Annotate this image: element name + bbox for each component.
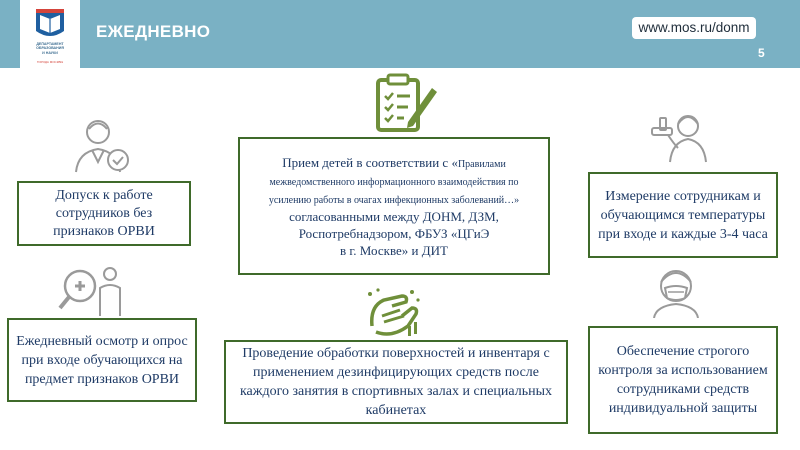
box-employee-admission-text: Допуск к работе сотрудников без признаков ОРВИ bbox=[53, 187, 155, 239]
box-disinfection bbox=[224, 340, 568, 424]
center-text-part4: в г. Москве» и ДИТ bbox=[340, 242, 448, 258]
box-disinfection-text: Проведение обработки поверхностей и инвентаря с применением дезинфицирующих средств после каждого занятия в спортивных залах и специальных кабинетах bbox=[239, 346, 553, 418]
mask-person-icon bbox=[648, 262, 704, 318]
url-link[interactable]: www.mos.ru/donm bbox=[632, 17, 756, 39]
box-temperature-text: Измерение сотрудникам и обучающимся температуры при входе и каждые 3-4 часа bbox=[598, 188, 768, 242]
header-bar bbox=[0, 0, 800, 68]
page-number: 5 bbox=[758, 46, 765, 60]
center-text-part1: Прием детей в соответствии с « bbox=[282, 154, 458, 170]
department-logo bbox=[20, 0, 80, 70]
center-box-text bbox=[250, 154, 538, 259]
box-daily-inspection bbox=[7, 318, 197, 402]
center-box-admission-rules bbox=[238, 137, 550, 275]
checklist-icon bbox=[374, 72, 440, 134]
magnifier-person-icon bbox=[56, 262, 126, 318]
logo-emblem-icon bbox=[34, 7, 66, 41]
disinfection-hands-icon bbox=[362, 286, 424, 342]
center-text-part3: согласованными между ДОНМ, ДЗМ, Роспотребнадзором, ФБУЗ «ЦГиЭ bbox=[289, 208, 499, 241]
box-temperature bbox=[588, 172, 778, 258]
thermometer-person-icon bbox=[648, 104, 714, 164]
page-title: ЕЖЕДНЕВНО bbox=[96, 22, 211, 41]
box-employee-admission bbox=[17, 181, 191, 246]
center-text-rules: Правилами межведомственного информационного взаимодействия по усилению работы в очагах инфекционных заболеваний…» bbox=[268, 158, 520, 206]
logo-subtext: ГОРОДА МОСКВЫ bbox=[36, 60, 64, 64]
logo-text: ДЕПАРТАМЕНТ ОБРАЗОВАНИЯ И НАУКИ bbox=[36, 42, 64, 55]
box-daily-inspection-text: Ежедневный осмотр и опрос при входе обучающихся на предмет признаков ОРВИ bbox=[16, 333, 188, 387]
box-ppe-control bbox=[588, 326, 778, 434]
employee-check-icon bbox=[68, 112, 134, 174]
box-ppe-control-text: Обеспечение строгого контроля за использованием сотрудниками средств индивидуальной защиты bbox=[598, 344, 768, 416]
